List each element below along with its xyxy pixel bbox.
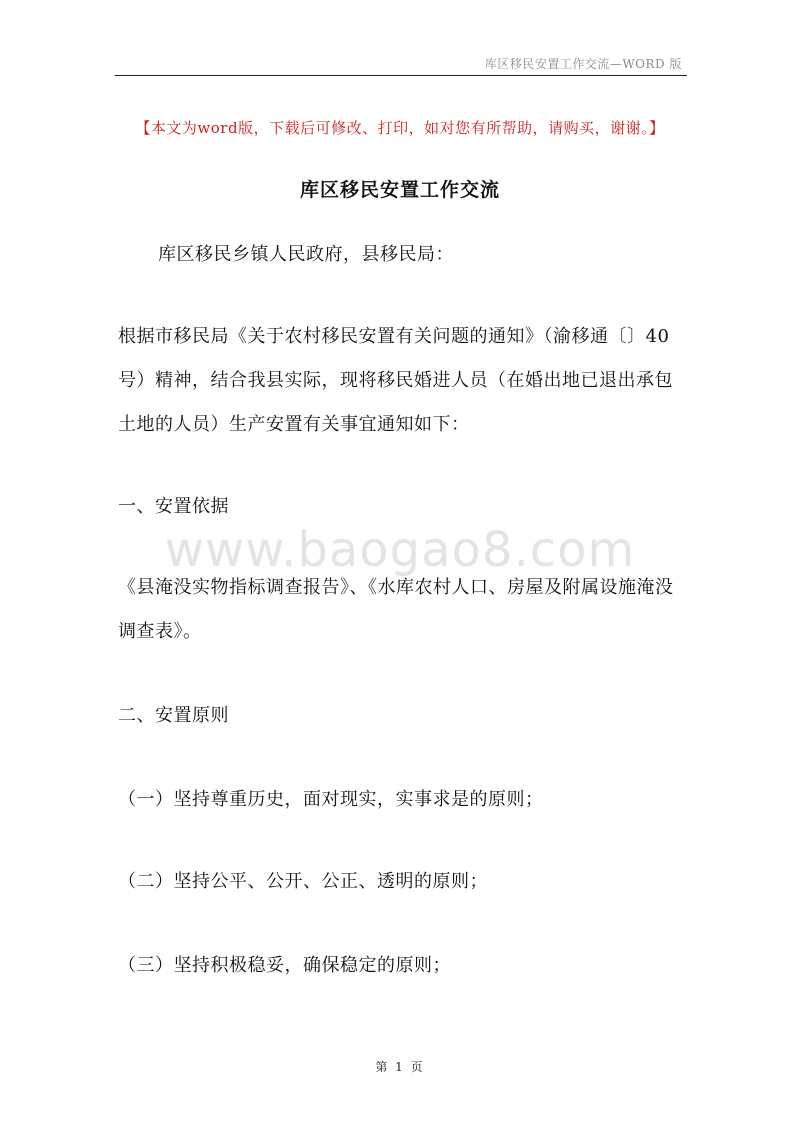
section-heading-basis: 一、安置依据 xyxy=(118,496,229,517)
section-heading-principles: 二、安置原则 xyxy=(118,705,229,726)
running-header: 库区移民安置工作交流—WORD 版 xyxy=(484,57,682,71)
header-divider xyxy=(115,75,687,76)
page-number: 第 1 页 xyxy=(375,1060,425,1074)
purchase-notice: 【本文为word版，下载后可修改、打印，如对您有所帮助，请购买，谢谢。】 xyxy=(135,119,665,137)
section-body-basis: 《县淹没实物指标调查报告》、《水库农村人口、房屋及附属设施淹没调查表》。 xyxy=(118,577,674,642)
intro-paragraph: 根据市移民局《关于农村移民安置有关问题的通知》（渝移通〔〕40号）精神，结合我县实际，现将移民婚进人员（在婚出地已退出承包土地的人员）生产安置有关事宜通知如下： xyxy=(118,326,673,435)
salutation: 库区移民乡镇人民政府，县移民局： xyxy=(158,244,454,265)
principle-item-3: （三）坚持积极稳妥，确保稳定的原则； xyxy=(118,955,451,976)
principle-item-1: （一）坚持尊重历史，面对现实，实事求是的原则； xyxy=(118,789,544,810)
principle-item-2: （二）坚持公平、公开、公正、透明的原则； xyxy=(118,871,488,892)
document-title: 库区移民安置工作交流 xyxy=(299,179,500,201)
watermark: www.baogao8.com xyxy=(164,522,636,578)
